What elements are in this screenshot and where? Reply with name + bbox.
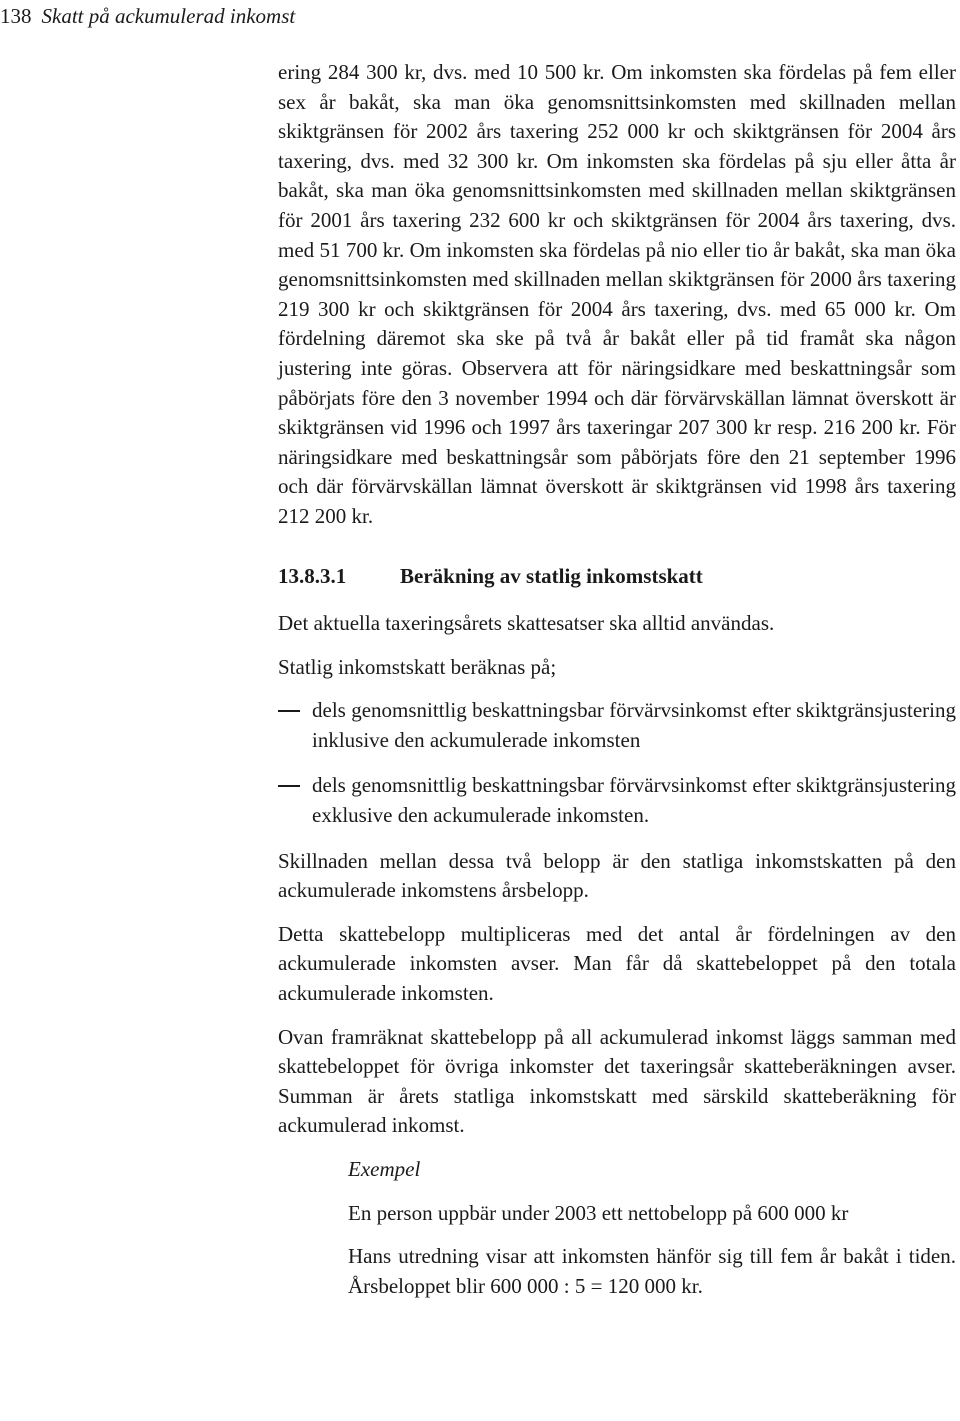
dash-bullet-icon xyxy=(278,710,300,712)
body-paragraph: Skillnaden mellan dessa två belopp är den statliga inkomstskatten på den ackumulerade inkomstens årsbelopp. xyxy=(278,848,956,903)
list-item xyxy=(278,696,956,755)
section-number: 13.8.3.1 xyxy=(278,563,347,588)
example-label: Exempel xyxy=(348,1157,421,1181)
body-paragraph: Ovan framräknat skattebelopp på all ackumulerad inkomst läggs samman med skattebeloppet för övriga inkomster det taxeringsår skatteberäkningen avser. Summan är årets statliga inkomstskatt med särskild skatteberäkning för ackumulerad inkomst. xyxy=(278,1024,956,1138)
page-header xyxy=(0,2,295,30)
list-item-text: dels genomsnittlig beskattningsbar förvärvsinkomst efter skiktgränsjustering inklusive den ackumulerade inkomsten xyxy=(312,698,956,752)
list-item xyxy=(278,771,956,830)
body-paragraph: Detta skattebelopp multipliceras med det antal år fördelningen av den ackumulerade inkomsten avser. Man får då skattebeloppet på den totala ackumulerade inkomsten. xyxy=(278,921,956,1006)
running-title: Skatt på ackumulerad inkomst xyxy=(41,4,296,28)
section-title: Beräkning av statlig inkomstskatt xyxy=(400,563,703,588)
section-heading xyxy=(278,562,956,592)
body-paragraph: Det aktuella taxeringsårets skattesatser ska alltid användas. xyxy=(278,611,775,636)
example-paragraph: Hans utredning visar att inkomsten hänför sig till fem år bakåt i tiden. Årsbeloppet blir 600 000 : 5 = 120 000 kr. xyxy=(348,1244,956,1298)
dash-list xyxy=(278,696,956,830)
body-paragraph: ering 284 300 kr, dvs. med 10 500 kr. Om inkomsten ska fördelas på fem eller sex år bakåt, ska man öka genomsnittsinkomsten med skillnaden mellan skiktgränsen för 2002 års taxering 252 000 kr och skiktgränsen för 2004 års taxering, dvs. med 32 300 kr. Om inkomsten ska fördelas på sju eller åtta år bakåt, ska man öka genomsnittsinkomsten med skillnaden mellan skiktgränsen för 2001 års taxering 232 600 kr och skiktgränsen för 2004 års taxering, dvs. med 51 700 kr. Om inkomsten ska fördelas på nio eller tio år bakåt, ska man öka genomsnittsinkomsten med skillnaden mellan skiktgränsen för 2000 års taxering 219 300 kr och skiktgränsen för 2004 års taxering, dvs. med 65 000 kr. Om fördelning däremot ska ske på två år bakåt eller på tid framåt ska någon justering inte göras. Observera att för näringsidkare med beskattningsår som påbörjats före den 3 november 1994 och där förvärvskällan lämnat överskott är skiktgränsen vid 1996 och 1997 års taxeringar 207 300 kr resp. 216 200 kr. För näringsidkare med beskattningsår som påbörjats före den 21 september 1996 och där förvärvskällan lämnat överskott är skiktgränsen vid 1998 års taxering 212 200 kr. xyxy=(278,60,956,528)
body-paragraph: Statlig inkomstskatt beräknas på; xyxy=(278,654,557,679)
dash-bullet-icon xyxy=(278,785,300,787)
example-block xyxy=(348,1155,956,1301)
page-number: 138 xyxy=(0,4,32,28)
example-paragraph: En person uppbär under 2003 ett nettobelopp på 600 000 kr xyxy=(348,1200,849,1225)
list-item-text: dels genomsnittlig beskattningsbar förvärvsinkomst efter skiktgränsjustering exklusive den ackumulerade inkomsten. xyxy=(312,773,956,828)
page-content xyxy=(278,58,956,1315)
